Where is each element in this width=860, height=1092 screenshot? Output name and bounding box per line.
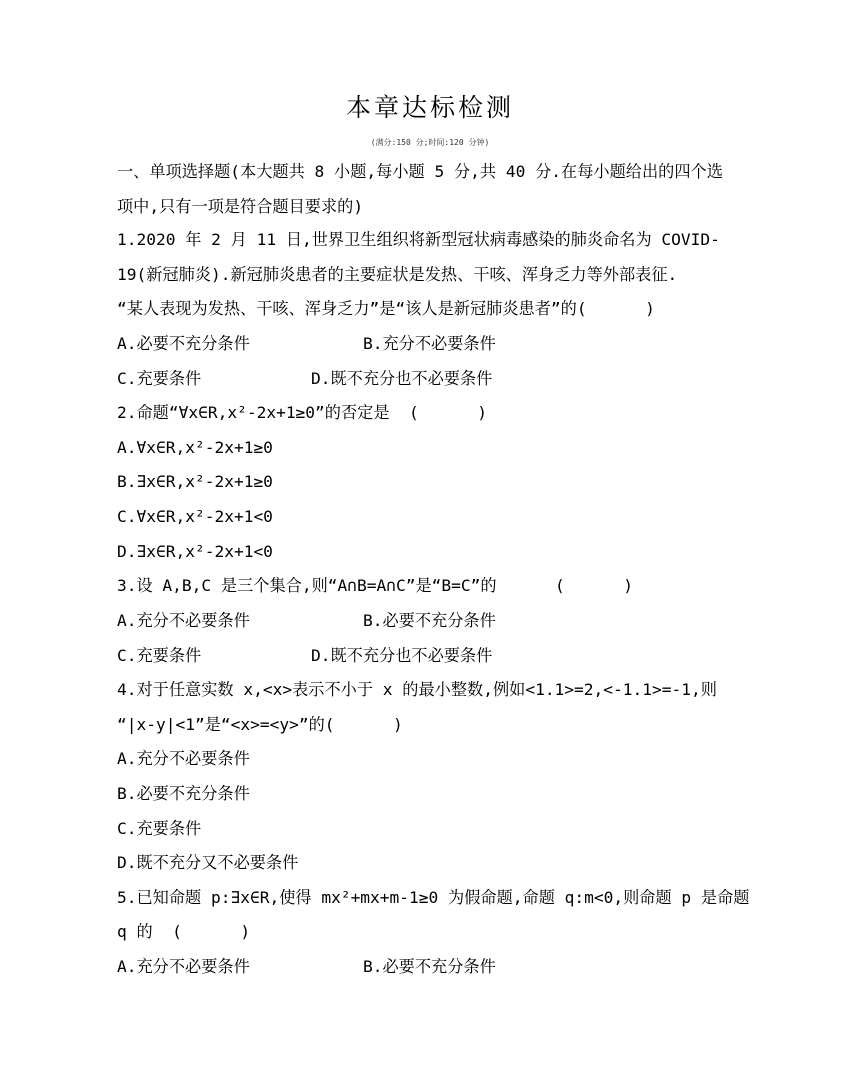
q5-option-a: A.充分不必要条件 [117, 957, 250, 976]
q4-stem-line-2: “|x-y|<1”是“<x>=<y>”的( ) [117, 715, 403, 734]
section-heading-line-1: 一、单项选择题(本大题共 8 小题,每小题 5 分,共 40 分.在每小题给出的四个选 [117, 162, 723, 181]
q1-option-b: B.充分不必要条件 [363, 334, 496, 353]
q1-option-a: A.必要不充分条件 [117, 334, 250, 353]
q2-stem: 2.命题“∀x∈R,x²-2x+1≥0”的否定是 ( ) [117, 403, 488, 422]
q5-stem-line-1: 5.已知命题 p:∃x∈R,使得 mx²+mx+m-1≥0 为假命题,命题 q:m<0,则命题 p 是命题 [117, 888, 750, 907]
q3-option-c: C.充要条件 [117, 646, 202, 665]
q4-option-c: C.充要条件 [117, 819, 202, 838]
section-heading-line-2: 项中,只有一项是符合题目要求的) [117, 197, 364, 216]
q3-option-a: A.充分不必要条件 [117, 611, 250, 630]
q5-stem-line-2: q 的 ( ) [117, 922, 251, 941]
q1-stem-line-2: 19(新冠肺炎).新冠肺炎患者的主要症状是发热、干咳、浑身乏力等外部表征. [117, 265, 678, 284]
q1-option-d: D.既不充分也不必要条件 [311, 369, 493, 388]
q4-option-b: B.必要不充分条件 [117, 784, 250, 803]
q4-option-a: A.充分不必要条件 [117, 749, 250, 768]
q2-option-c: C.∀x∈R,x²-2x+1<0 [117, 507, 273, 526]
q4-option-d: D.既不充分又不必要条件 [117, 853, 299, 872]
page-title: 本章达标检测 [345, 93, 514, 122]
q2-option-b: B.∃x∈R,x²-2x+1≥0 [117, 472, 273, 491]
q1-stem-line-1: 1.2020 年 2 月 11 日,世界卫生组织将新型冠状病毒感染的肺炎命名为 COVID- [117, 230, 720, 249]
q3-stem: 3.设 A,B,C 是三个集合,则“A∩B=A∩C”是“B=C”的 ( ) [117, 576, 634, 595]
q5-option-b: B.必要不充分条件 [363, 957, 496, 976]
q2-option-d: D.∃x∈R,x²-2x+1<0 [117, 542, 273, 561]
q4-stem-line-1: 4.对于任意实数 x,<x>表示不小于 x 的最小整数,例如<1.1>=2,<-1.1>=-1,则 [117, 680, 717, 699]
q1-stem-line-3: “某人表现为发热、干咳、浑身乏力”是“该人是新冠肺炎患者”的( ) [117, 299, 655, 318]
q3-option-d: D.既不充分也不必要条件 [311, 646, 493, 665]
q3-option-b: B.必要不充分条件 [363, 611, 496, 630]
q1-option-c: C.充要条件 [117, 369, 202, 388]
exam-info: (满分:150 分;时间:120 分钟) [370, 138, 490, 147]
q2-option-a: A.∀x∈R,x²-2x+1≥0 [117, 438, 273, 457]
